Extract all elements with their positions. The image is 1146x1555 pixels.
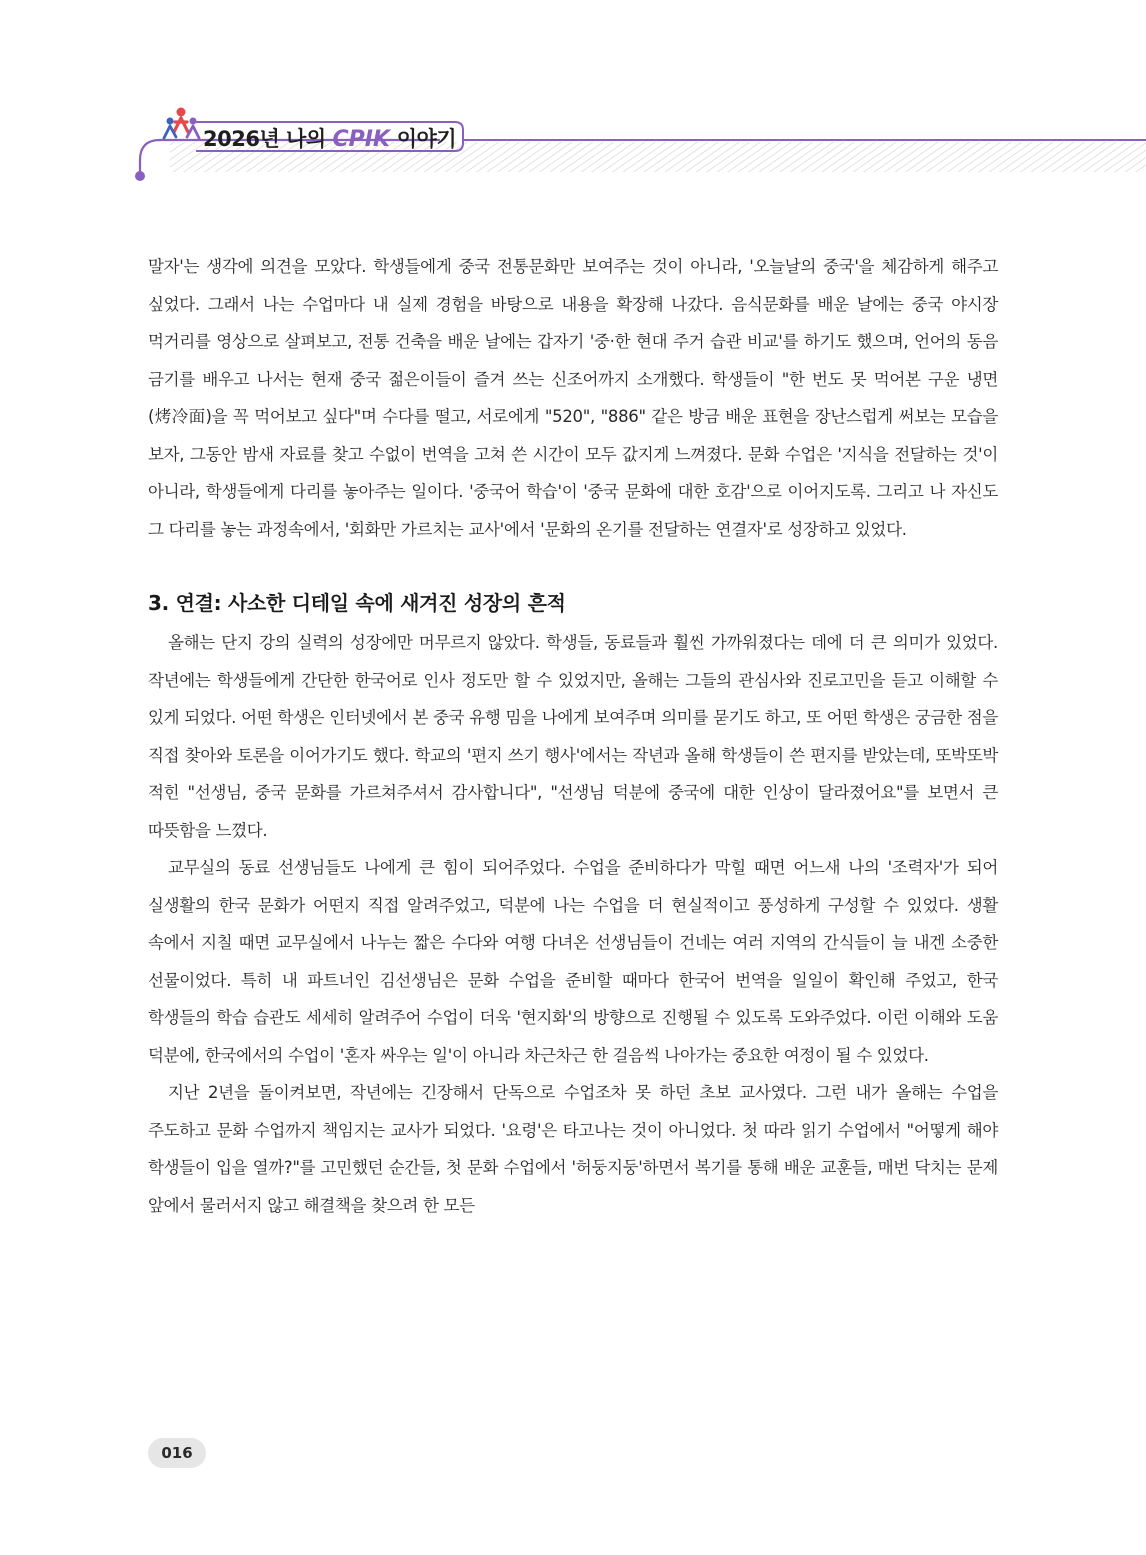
body-paragraph-intro: 말자'는 생각에 의견을 모았다. 학생들에게 중국 전통문화만 보여주는 것이 아니라, '오늘날의 중국'을 체감하게 해주고 싶었다. 그래서 나는 수업마다 내 실제 경험을 바탕으로 내용을 확장해 나갔다. 음식문화를 배운 날에는 중국 야시장 먹거리를 영상으로 살펴보고, 전통 건축을 배운 날에는 갑자기 '중·한 현대 주거 습관 비교'를 하기도 했으며, 언어의 동음 금기를 배우고 나서는 현재 중국 젊은이들이 즐겨 쓰는 신조어까지 소개했다. 학생들이 "한 번도 못 먹어본 구운 냉면(烤冷面)을 꼭 먹어보고 싶다"며 수다를 떨고, 서로에게 "520", "886" 같은 방금 배운 표현을 장난스럽게 써보는 모습을 보자, 그동안 밤새 자료를 찾고 수없이 번역을 고쳐 쓴 시간이 모두 값지게 느껴졌다. 문화 수업은 '지식을 전달하는 것'이 아니라, 학생들에게 다리를 놓아주는 일이다. '중국어 학습'이 '중국 문화에 대한 호감'으로 이어지도록. 그리고 나 자신도 그 다리를 놓는 과정속에서, '회화만 가르치는 교사'에서 '문화의 온기를 전달하는 연결자'로 성장하고 있었다.	[148, 257, 998, 539]
header-title-cpik: CPIK	[332, 127, 390, 152]
body-paragraph-3: 지난 2년을 돌이켜보면, 작년에는 긴장해서 단독으로 수업조차 못 하던 초보 교사였다. 그런 내가 올해는 수업을 주도하고 문화 수업까지 책임지는 교사가 되었다. '요령'은 타고나는 것이 아니었다. 첫 따라 읽기 수업에서 "어떻게 해야 학생들이 입을 열까?"를 고민했던 순간들, 첫 문화 수업에서 '허둥지둥'하면서 복기를 통해 배운 교훈들, 매번 닥치는 문제 앞에서 물러서지 않고 해결책을 찾으려 한 모든	[148, 1083, 998, 1215]
section-heading: 3. 연결: 사소한 디테일 속에 새겨진 성장의 흔적	[148, 591, 566, 615]
page-number-badge	[148, 1438, 206, 1468]
header-decoration	[0, 0, 1146, 200]
page-content	[148, 248, 998, 1224]
page-number: 016	[161, 1444, 193, 1462]
header-title-prefix: 2026년 나의	[203, 127, 326, 151]
body-paragraph-1: 올해는 단지 강의 실력의 성장에만 머무르지 않았다. 학생들, 동료들과 훨씬 가까워졌다는 데에 더 큰 의미가 있었다. 작년에는 학생들에게 간단한 한국어로 인사 정도만 할 수 있었지만, 올해는 그들의 관심사와 진로고민을 듣고 이해할 수 있게 되었다. 어떤 학생은 인터넷에서 본 중국 유행 밈을 나에게 보여주며 의미를 묻기도 하고, 또 어떤 학생은 궁금한 점을 직접 찾아와 토론을 이어가기도 했다. 학교의 '편지 쓰기 행사'에서는 작년과 올해 학생들이 쓴 편지를 받았는데, 또박또박 적힌 "선생님, 중국 문화를 가르쳐주셔서 감사합니다", "선생님 덕분에 중국에 대한 인상이 달라졌어요"를 보면서 큰 따뜻함을 느꼈다.	[148, 633, 998, 840]
header-title-suffix: 이야기	[396, 127, 457, 151]
people-logo-icon	[164, 108, 199, 139]
body-paragraph-2: 교무실의 동료 선생님들도 나에게 큰 힘이 되어주었다. 수업을 준비하다가 막힐 때면 어느새 나의 '조력자'가 되어 실생활의 한국 문화가 어떤지 직접 알려주었고, 덕분에 나는 수업을 더 현실적이고 풍성하게 구성할 수 있었다. 생활 속에서 지칠 때면 교무실에서 나누는 짧은 수다와 여행 다녀온 선생님들이 건네는 여러 지역의 간식들이 늘 내겐 소중한 선물이었다. 특히 내 파트너인 김선생님은 문화 수업을 준비할 때마다 한국어 번역을 일일이 확인해 주었고, 한국 학생들의 학습 습관도 세세히 알려주어 수업이 더욱 '현지화'의 방향으로 진행될 수 있도록 도와주었다. 이런 이해와 도움 덕분에, 한국에서의 수업이 '혼자 싸우는 일'이 아니라 차근차근 한 걸음씩 나아가는 중요한 여정이 될 수 있었다.	[148, 858, 998, 1065]
header-title	[203, 123, 456, 153]
page-header	[0, 0, 1146, 200]
header-bullet-dot	[135, 171, 145, 181]
